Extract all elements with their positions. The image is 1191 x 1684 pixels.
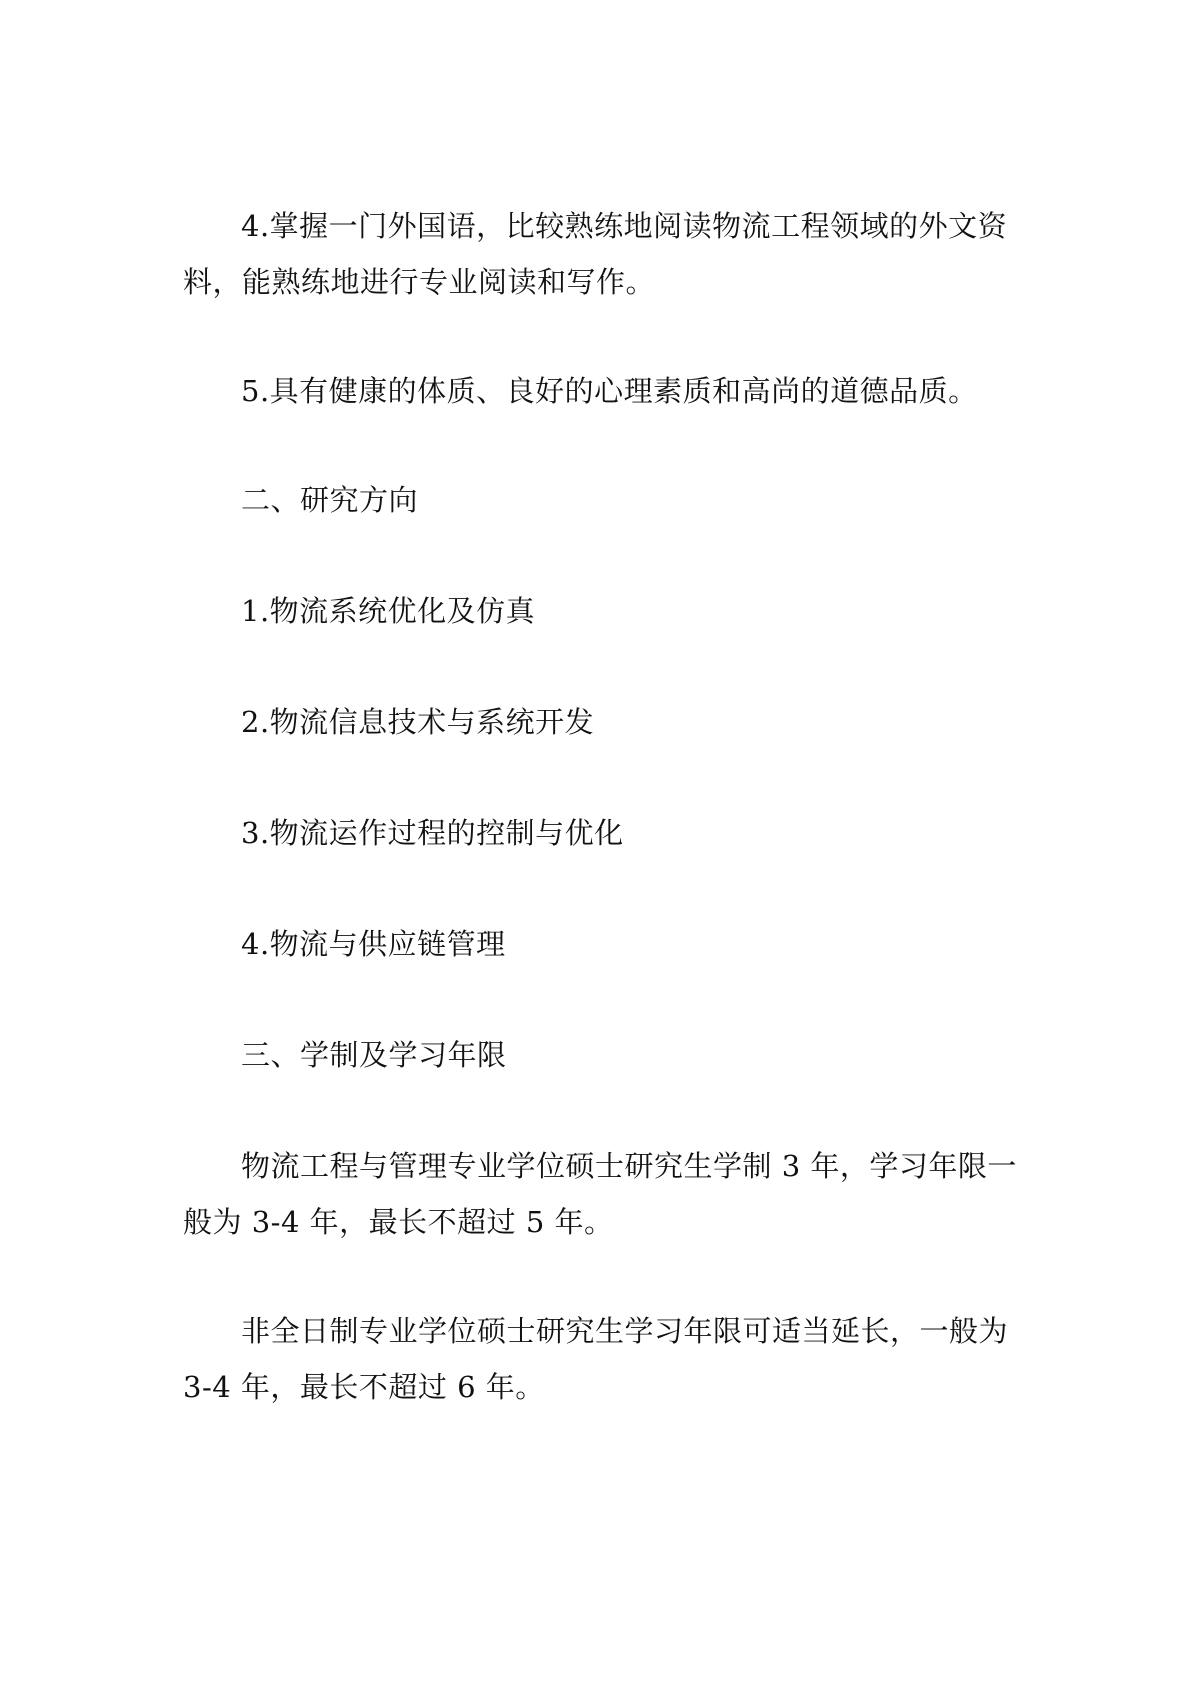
paragraph-requirement-5: 5.具有健康的体质、良好的心理素质和高尚的道德品质。 [241,374,978,408]
research-direction-3: 3.物流运作过程的控制与优化 [241,816,624,850]
document-body [183,198,1017,1415]
paragraph-requirement-4: 4.掌握一门外国语，比较熟练地阅读物流工程领域的外文资料，能熟练地进行专业阅读和写作。 [183,209,1008,299]
paragraph-fulltime-duration: 物流工程与管理专业学位硕士研究生学制 3 年，学习年限一般为 3-4 年，最长不超过 5 年。 [183,1149,1017,1239]
research-direction-2: 2.物流信息技术与系统开发 [241,705,595,739]
section-heading-research-directions: 二、研究方向 [241,483,419,517]
paragraph-parttime-duration: 非全日制专业学位硕士研究生学习年限可适当延长，一般为 3-4 年，最长不超过 6 年。 [183,1314,1009,1404]
section-heading-duration: 三、学制及学习年限 [241,1038,507,1072]
research-direction-1: 1.物流系统优化及仿真 [241,594,536,628]
research-direction-4: 4.物流与供应链管理 [241,927,506,961]
